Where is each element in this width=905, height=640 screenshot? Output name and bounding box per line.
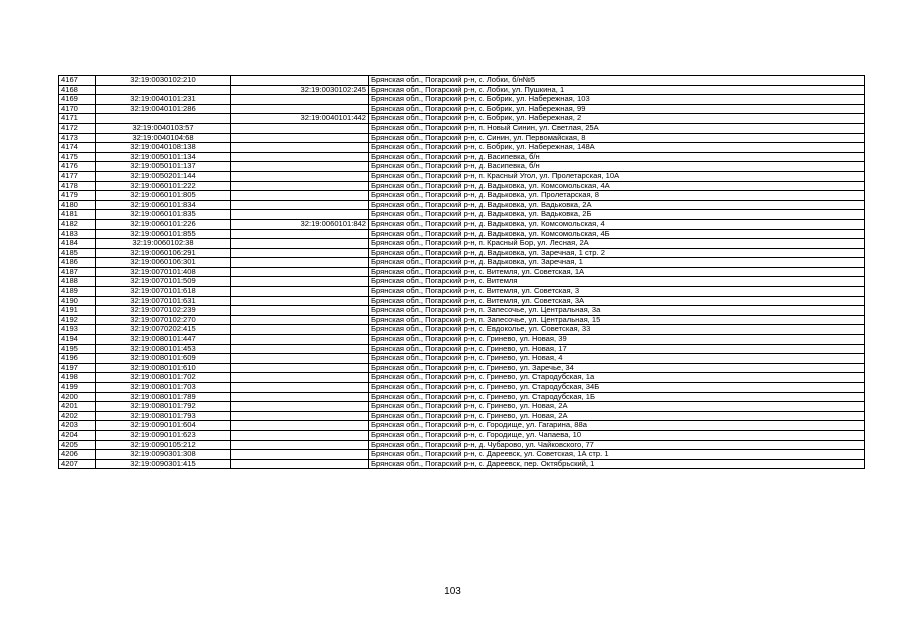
row-number-cell: 4184 [59,239,96,249]
related-cadastral-number-cell [231,210,369,220]
row-number-cell: 4202 [59,411,96,421]
row-number-cell: 4204 [59,430,96,440]
cadastral-number-cell: 32:19:0080101:447 [96,335,231,345]
row-number-cell: 4180 [59,200,96,210]
cadastral-number-cell: 32:19:0040101:286 [96,104,231,114]
table-row [59,335,865,345]
related-cadastral-number-cell [231,191,369,201]
address-cell: Брянская обл., Погарский р-н, с. Витемля, ул. Советская, 3А [369,296,865,306]
table-row [59,143,865,153]
address-cell: Брянская обл., Погарский р-н, д. Вадьковка, ул. Заречная, 1 стр. 2 [369,248,865,258]
table-row [59,430,865,440]
address-cell: Брянская обл., Погарский р-н, с. Лобки, ул. Пушкина, 1 [369,85,865,95]
related-cadastral-number-cell [231,76,369,86]
table-row [59,210,865,220]
row-number-cell: 4171 [59,114,96,124]
related-cadastral-number-cell [231,152,369,162]
related-cadastral-number-cell [231,181,369,191]
table-row [59,114,865,124]
row-number-cell: 4177 [59,171,96,181]
address-cell: Брянская обл., Погарский р-н, д. Вадьковка, ул. Заречная, 1 [369,258,865,268]
row-number-cell: 4168 [59,85,96,95]
cadastral-number-cell: 32:19:0060101:222 [96,181,231,191]
cadastral-number-cell: 32:19:0050101:137 [96,162,231,172]
table-row [59,277,865,287]
table-row [59,392,865,402]
related-cadastral-number-cell: 32:19:0040101:442 [231,114,369,124]
related-cadastral-number-cell [231,373,369,383]
table-row [59,162,865,172]
cadastral-number-cell: 32:19:0060101:805 [96,191,231,201]
related-cadastral-number-cell: 32:19:0060101:842 [231,219,369,229]
related-cadastral-number-cell [231,258,369,268]
related-cadastral-number-cell [231,171,369,181]
cadastral-number-cell: 32:19:0070101:408 [96,267,231,277]
table-row [59,95,865,105]
address-cell: Брянская обл., Погарский р-н, д. Чубарово, ул. Чайковского, 77 [369,440,865,450]
table-row [59,373,865,383]
cadastral-number-cell: 32:19:0060102:38 [96,239,231,249]
table-row [59,411,865,421]
table-row [59,440,865,450]
related-cadastral-number-cell [231,239,369,249]
related-cadastral-number-cell [231,440,369,450]
row-number-cell: 4179 [59,191,96,201]
cadastral-number-cell: 32:19:0070101:618 [96,287,231,297]
related-cadastral-number-cell [231,277,369,287]
row-number-cell: 4170 [59,104,96,114]
table-row [59,287,865,297]
row-number-cell: 4186 [59,258,96,268]
table-row [59,383,865,393]
address-cell: Брянская обл., Погарский р-н, д. Вадьковка, ул. Пролетарская, 8 [369,191,865,201]
row-number-cell: 4192 [59,315,96,325]
related-cadastral-number-cell [231,248,369,258]
row-number-cell: 4196 [59,354,96,364]
table-row [59,76,865,86]
table-body [59,76,865,469]
cadastral-number-cell: 32:19:0080101:793 [96,411,231,421]
cadastral-number-cell: 32:19:0090301:415 [96,459,231,469]
address-cell: Брянская обл., Погарский р-н, с. Гринево, ул. Заречье, 34 [369,363,865,373]
address-cell: Брянская обл., Погарский р-н, с. Бобрик, ул. Набережная, 99 [369,104,865,114]
row-number-cell: 4187 [59,267,96,277]
row-number-cell: 4181 [59,210,96,220]
table-row [59,258,865,268]
row-number-cell: 4178 [59,181,96,191]
table-row [59,421,865,431]
cadastral-number-cell: 32:19:0090105:212 [96,440,231,450]
related-cadastral-number-cell [231,200,369,210]
row-number-cell: 4183 [59,229,96,239]
related-cadastral-number-cell [231,95,369,105]
related-cadastral-number-cell [231,411,369,421]
table-row [59,239,865,249]
address-cell: Брянская обл., Погарский р-н, п. Красный Угол, ул. Пролетарская, 10А [369,171,865,181]
cadastral-number-cell: 32:19:0040108:138 [96,143,231,153]
table-row [59,450,865,460]
address-cell: Брянская обл., Погарский р-н, с. Дареевск, ул. Советская, 1А стр. 1 [369,450,865,460]
related-cadastral-number-cell [231,402,369,412]
related-cadastral-number-cell [231,335,369,345]
related-cadastral-number-cell [231,287,369,297]
address-cell: Брянская обл., Погарский р-н, с. Бобрик, ул. Набережная, 2 [369,114,865,124]
row-number-cell: 4174 [59,143,96,153]
address-cell: Брянская обл., Погарский р-н, д. Вадьковка, ул. Комсомольская, 4А [369,181,865,191]
address-cell: Брянская обл., Погарский р-н, д. Вадьковка, ул. Комсомольская, 4Б [369,229,865,239]
table-row [59,306,865,316]
address-cell: Брянская обл., Погарский р-н, с. Дареевск, пер. Октябрьский, 1 [369,459,865,469]
address-cell: Брянская обл., Погарский р-н, с. Евдоколье, ул. Советская, 33 [369,325,865,335]
cadastral-number-cell: 32:19:0060101:855 [96,229,231,239]
related-cadastral-number-cell [231,354,369,364]
related-cadastral-number-cell [231,392,369,402]
row-number-cell: 4207 [59,459,96,469]
table-row [59,229,865,239]
related-cadastral-number-cell [231,104,369,114]
address-cell: Брянская обл., Погарский р-н, с. Бобрик, ул. Набережная, 148А [369,143,865,153]
table-row [59,248,865,258]
table-row [59,104,865,114]
cadastral-number-cell: 32:19:0080101:609 [96,354,231,364]
related-cadastral-number-cell [231,315,369,325]
row-number-cell: 4194 [59,335,96,345]
cadastral-number-cell: 32:19:0030102:210 [96,76,231,86]
address-cell: Брянская обл., Погарский р-н, с. Гринево, ул. Новая, 39 [369,335,865,345]
address-cell: Брянская обл., Погарский р-н, с. Гринево, ул. Новая, 2А [369,402,865,412]
address-cell: Брянская обл., Погарский р-н, с. Гринево, ул. Новая, 17 [369,344,865,354]
cadastral-number-cell: 32:19:0080101:610 [96,363,231,373]
row-number-cell: 4173 [59,133,96,143]
row-number-cell: 4203 [59,421,96,431]
cadastral-number-cell: 32:19:0060106:301 [96,258,231,268]
related-cadastral-number-cell [231,143,369,153]
address-cell: Брянская обл., Погарский р-н, с. Городище, ул. Чапаева, 10 [369,430,865,440]
address-cell: Брянская обл., Погарский р-н, с. Гринево, ул. Новая, 4 [369,354,865,364]
cadastral-number-cell: 32:19:0090301:308 [96,450,231,460]
table-row [59,344,865,354]
related-cadastral-number-cell [231,133,369,143]
row-number-cell: 4193 [59,325,96,335]
table-row [59,123,865,133]
cadastral-number-cell: 32:19:0090101:604 [96,421,231,431]
cadastral-number-cell: 32:19:0080101:453 [96,344,231,354]
cadastral-number-cell: 32:19:0080101:792 [96,402,231,412]
address-cell: Брянская обл., Погарский р-н, с. Гринево, ул. Стародубская, 1а [369,373,865,383]
address-cell: Брянская обл., Погарский р-н, с. Гринево, ул. Новая, 2А [369,411,865,421]
table-row [59,354,865,364]
address-cell: Брянская обл., Погарский р-н, д. Вадьковка, ул. Вадьковка, 2Б [369,210,865,220]
table-row [59,85,865,95]
related-cadastral-number-cell [231,325,369,335]
table-row [59,152,865,162]
row-number-cell: 4175 [59,152,96,162]
cadastral-number-cell: 32:19:0040103:57 [96,123,231,133]
table-row [59,181,865,191]
row-number-cell: 4198 [59,373,96,383]
row-number-cell: 4200 [59,392,96,402]
cadastral-number-cell: 32:19:0080101:703 [96,383,231,393]
related-cadastral-number-cell [231,383,369,393]
cadastral-number-cell: 32:19:0080101:789 [96,392,231,402]
property-registry-table [58,75,865,469]
table-row [59,133,865,143]
address-cell: Брянская обл., Погарский р-н, п. Новый Синин, ул. Светлая, 25А [369,123,865,133]
row-number-cell: 4201 [59,402,96,412]
row-number-cell: 4169 [59,95,96,105]
row-number-cell: 4199 [59,383,96,393]
table-row [59,267,865,277]
related-cadastral-number-cell [231,306,369,316]
table-row [59,402,865,412]
table-row [59,171,865,181]
row-number-cell: 4172 [59,123,96,133]
table-row [59,315,865,325]
related-cadastral-number-cell [231,162,369,172]
cadastral-number-cell: 32:19:0060101:835 [96,210,231,220]
related-cadastral-number-cell [231,344,369,354]
row-number-cell: 4185 [59,248,96,258]
cadastral-number-cell: 32:19:0060106:291 [96,248,231,258]
cadastral-number-cell: 32:19:0070202:415 [96,325,231,335]
related-cadastral-number-cell: 32:19:0030102:245 [231,85,369,95]
related-cadastral-number-cell [231,459,369,469]
address-cell: Брянская обл., Погарский р-н, с. Гринево, ул. Стародубская, 1Б [369,392,865,402]
cadastral-number-cell: 32:19:0080101:702 [96,373,231,383]
row-number-cell: 4167 [59,76,96,86]
related-cadastral-number-cell [231,363,369,373]
cadastral-number-cell: 32:19:0040101:231 [96,95,231,105]
address-cell: Брянская обл., Погарский р-н, с. Лобки, б/н№5 [369,76,865,86]
cadastral-number-cell: 32:19:0070101:631 [96,296,231,306]
related-cadastral-number-cell [231,229,369,239]
related-cadastral-number-cell [231,421,369,431]
address-cell: Брянская обл., Погарский р-н, д. Вадьковка, ул. Комсомольская, 4 [369,219,865,229]
table-row [59,191,865,201]
cadastral-number-cell: 32:19:0050101:134 [96,152,231,162]
address-cell: Брянская обл., Погарский р-н, д. Васипевка, б/н [369,162,865,172]
cadastral-number-cell: 32:19:0060101:834 [96,200,231,210]
cadastral-number-cell: 32:19:0070102:239 [96,306,231,316]
cadastral-number-cell: 32:19:0070101:509 [96,277,231,287]
address-cell: Брянская обл., Погарский р-н, с. Гринево, ул. Стародубская, 34Б [369,383,865,393]
address-cell: Брянская обл., Погарский р-н, д. Васипевка, б/н [369,152,865,162]
related-cadastral-number-cell [231,450,369,460]
cadastral-number-cell: 32:19:0070102:270 [96,315,231,325]
table-row [59,296,865,306]
cadastral-number-cell: 32:19:0050201:144 [96,171,231,181]
row-number-cell: 4176 [59,162,96,172]
related-cadastral-number-cell [231,296,369,306]
table-row [59,363,865,373]
cadastral-number-cell [96,114,231,124]
row-number-cell: 4182 [59,219,96,229]
row-number-cell: 4191 [59,306,96,316]
address-cell: Брянская обл., Погарский р-н, с. Синин, ул. Первомайская, 8 [369,133,865,143]
row-number-cell: 4190 [59,296,96,306]
page-number: 103 [444,586,461,597]
address-cell: Брянская обл., Погарский р-н, с. Витемля, ул. Советская, 3 [369,287,865,297]
row-number-cell: 4189 [59,287,96,297]
row-number-cell: 4205 [59,440,96,450]
related-cadastral-number-cell [231,267,369,277]
address-cell: Брянская обл., Погарский р-н, с. Витемля [369,277,865,287]
row-number-cell: 4188 [59,277,96,287]
address-cell: Брянская обл., Погарский р-н, с. Витемля, ул. Советская, 1А [369,267,865,277]
table-row [59,459,865,469]
address-cell: Брянская обл., Погарский р-н, с. Бобрик, ул. Набережная, 103 [369,95,865,105]
address-cell: Брянская обл., Погарский р-н, п. Красный Бор, ул. Лесная, 2А [369,239,865,249]
address-cell: Брянская обл., Погарский р-н, д. Вадьковка, ул. Вадьковка, 2А [369,200,865,210]
cadastral-number-cell: 32:19:0040104:68 [96,133,231,143]
table-row [59,200,865,210]
row-number-cell: 4197 [59,363,96,373]
row-number-cell: 4195 [59,344,96,354]
related-cadastral-number-cell [231,430,369,440]
cadastral-number-cell: 32:19:0060101:226 [96,219,231,229]
table-row [59,219,865,229]
address-cell: Брянская обл., Погарский р-н, с. Городище, ул. Гагарина, 88а [369,421,865,431]
address-cell: Брянская обл., Погарский р-н, п. Запесочье, ул. Центральная, 15 [369,315,865,325]
related-cadastral-number-cell [231,123,369,133]
address-cell: Брянская обл., Погарский р-н, п. Запесочье, ул. Центральная, 3а [369,306,865,316]
cadastral-number-cell: 32:19:0090101:623 [96,430,231,440]
row-number-cell: 4206 [59,450,96,460]
table-row [59,325,865,335]
cadastral-number-cell [96,85,231,95]
